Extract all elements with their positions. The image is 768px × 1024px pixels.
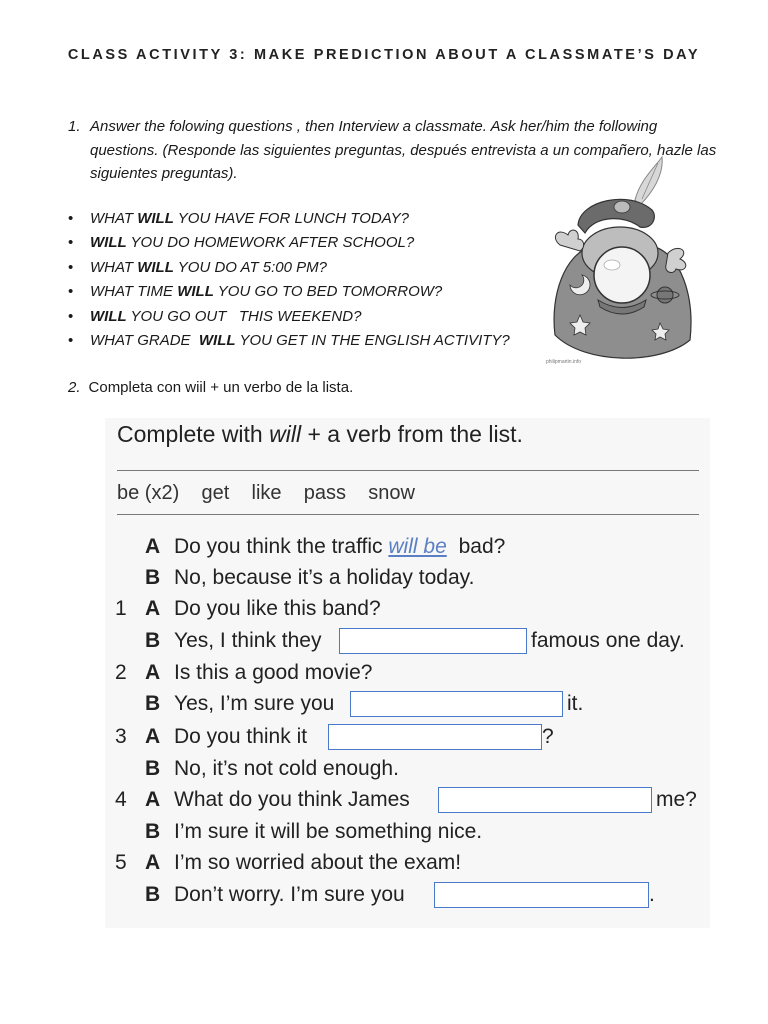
list-item: • WILL YOU GO OUT THIS WEEKEND? — [68, 307, 362, 325]
answer-field-5[interactable] — [435, 883, 648, 907]
crystal-ball-icon — [594, 247, 650, 303]
item-3-tail: ? — [542, 725, 554, 748]
instruction-1-text: Answer the folowing questions , then Interview a classmate. Ask her/him the following questions. (Responde las siguientes preguntas, después entrevista a un compañero, hazle las siguientes preguntas). — [90, 118, 717, 182]
divider — [117, 514, 699, 515]
answer-field-3[interactable] — [329, 725, 541, 749]
list-item: • WHAT GRADE WILL YOU GET IN THE ENGLISH ACTIVITY? — [68, 331, 510, 349]
answer-input-4[interactable] — [438, 787, 652, 813]
planet-icon — [657, 287, 673, 303]
bullet-icon: • — [68, 331, 74, 349]
fortune-teller-illustration — [540, 155, 700, 370]
item-4-tail: me? — [656, 788, 697, 811]
exercise-box: Complete with will + a verb from the list. be (x2) get like pass snow A Do you think the traffic will be bad? B No, because it’s a holiday today. 1 A Do you like this band? B Yes, I think they famous one day. 2 A Is this a good movie? B Yes, I’m sure you it. 3 A Do you think it ? B No, it’s not cold enough. 4 A What do you think James me? B I’m sure it will be something nice. 5 A I’m so worried about the exam! B Don’t worry. I’m sure you . — [105, 418, 710, 928]
answer-input-3[interactable] — [328, 724, 542, 750]
bullet-icon: • — [68, 234, 74, 252]
bullet-icon: • — [68, 210, 74, 227]
page-title: CLASS ACTIVITY 3: MAKE PREDICTION ABOUT A CLASSMATE’S DAY — [67, 47, 701, 63]
hand-icon — [666, 248, 686, 272]
instruction-2-number: 2. — [68, 379, 81, 396]
item-5-tail: . — [649, 883, 655, 906]
hand-icon — [555, 230, 583, 251]
feather-icon — [635, 157, 662, 205]
list-item: • WHAT WILL YOU HAVE FOR LUNCH TODAY? — [68, 210, 409, 227]
list-item: • WHAT WILL YOU DO AT 5:00 PM? — [68, 258, 327, 276]
answer-field-2[interactable] — [351, 692, 562, 716]
bullet-icon: • — [68, 283, 74, 301]
answer-input-2[interactable] — [350, 691, 563, 717]
answer-input-1[interactable] — [339, 628, 527, 654]
list-item: • WHAT TIME WILL YOU GO TO BED TOMORROW? — [68, 283, 443, 301]
exercise-title: Complete with will + a verb from the list. — [117, 421, 523, 447]
item-1-tail: famous one day. — [531, 629, 685, 652]
list-item: • WILL YOU DO HOMEWORK AFTER SCHOOL? — [68, 234, 415, 252]
instruction-2 — [68, 378, 353, 398]
bullet-icon: • — [68, 307, 74, 325]
question-list — [68, 209, 548, 355]
answer-input-5[interactable] — [434, 882, 649, 908]
item-2-tail: it. — [567, 692, 584, 715]
example-answer: will be — [388, 535, 447, 558]
verb-list: be (x2) get like pass snow — [117, 482, 415, 504]
answer-field-4[interactable] — [439, 788, 651, 812]
answer-field-1[interactable] — [340, 629, 526, 653]
image-credit: philipmartin.info — [546, 359, 582, 365]
bullet-icon: • — [68, 258, 74, 276]
instruction-1-number: 1. — [68, 118, 81, 135]
divider — [117, 470, 699, 471]
instruction-2-text: Completa con wiil + un verbo de la lista. — [88, 379, 354, 396]
